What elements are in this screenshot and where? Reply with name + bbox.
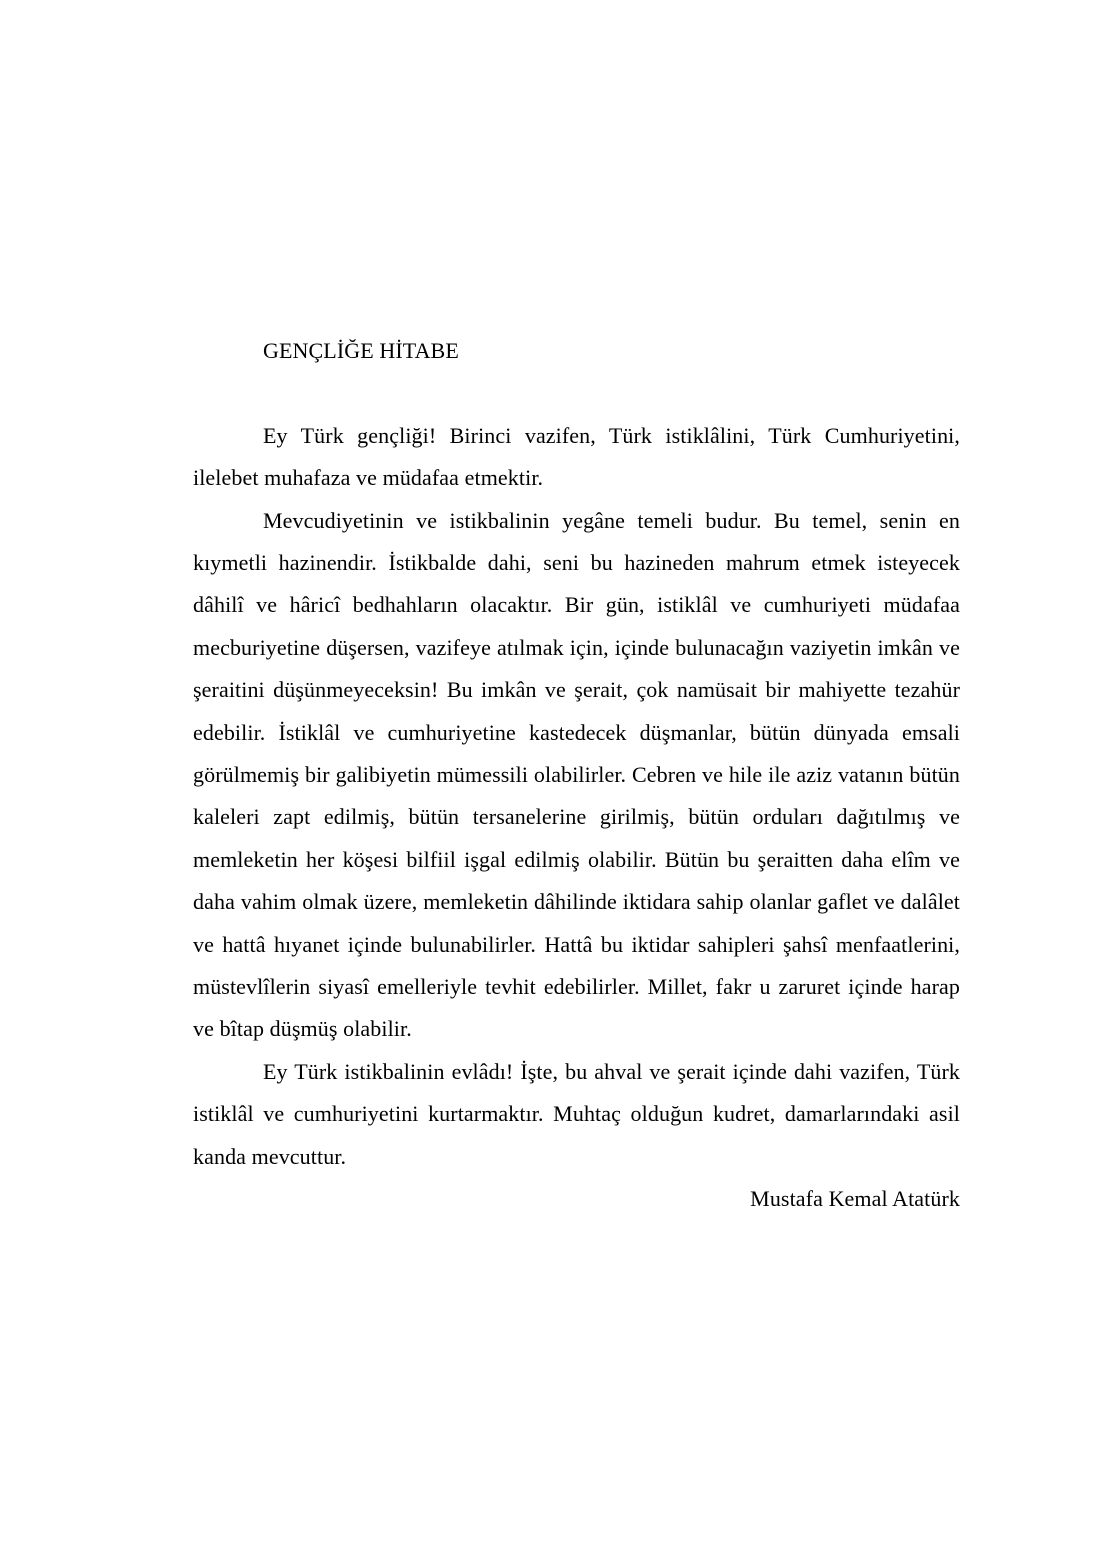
paragraph-main: Mevcudiyetinin ve istikbalinin yegâne temeli budur. Bu temel, senin en kıymetli hazinendir. İstikbalde dahi, seni bu hazineden mahrum etmek isteyecek dâhilî ve hâricî bedhahların olacaktır. Bir gün, istiklâl ve cumhuriyeti müdafaa mecburiyetine düşersen, vazifeye atılmak için, içinde bulunacağın vaziyetin imkân ve şeraitini düşünmeyeceksin! Bu imkân ve şerait, çok namüsait bir mahiyette tezahür edebilir. İstiklâl ve cumhuriyetine kastedecek düşmanlar, bütün dünyada emsali görülmemiş bir galibiyetin mümessili olabilirler. Cebren ve hile ile aziz vatanın bütün kaleleri zapt edilmiş, bütün tersanelerine girilmiş, bütün orduları dağıtılmış ve memleketin her köşesi bilfiil işgal edilmiş olabilir. Bütün bu şeraitten daha elîm ve daha vahim olmak üzere, memleketin dâhilinde iktidara sahip olanlar gaflet ve dalâlet ve hattâ hıyanet içinde bulunabilirler. Hattâ bu iktidar sahipleri şahsî menfaatlerini, müstevlîlerin siyasî emelleriyle tevhit edebilirler. Millet, fakr u zaruret içinde harap ve bîtap düşmüş olabilir. (193, 507, 960, 1042)
document-content (193, 330, 960, 1221)
paragraph-opening: Ey Türk gençliği! Birinci vazifen, Türk istiklâlini, Türk Cumhuriyetini, ilelebet muhafaza ve müdafaa etmektir. (193, 422, 960, 491)
paragraph-closing: Ey Türk istikbalinin evlâdı! İşte, bu ahval ve şerait içinde dahi vazifen, Türk istiklâl ve cumhuriyetini kurtarmaktır. Muhtaç olduğun kudret, damarlarındaki asil kanda mevcuttur. (193, 1058, 960, 1169)
signature: Mustafa Kemal Atatürk (750, 1186, 960, 1212)
document-title: GENÇLİĞE HİTABE (263, 338, 459, 363)
